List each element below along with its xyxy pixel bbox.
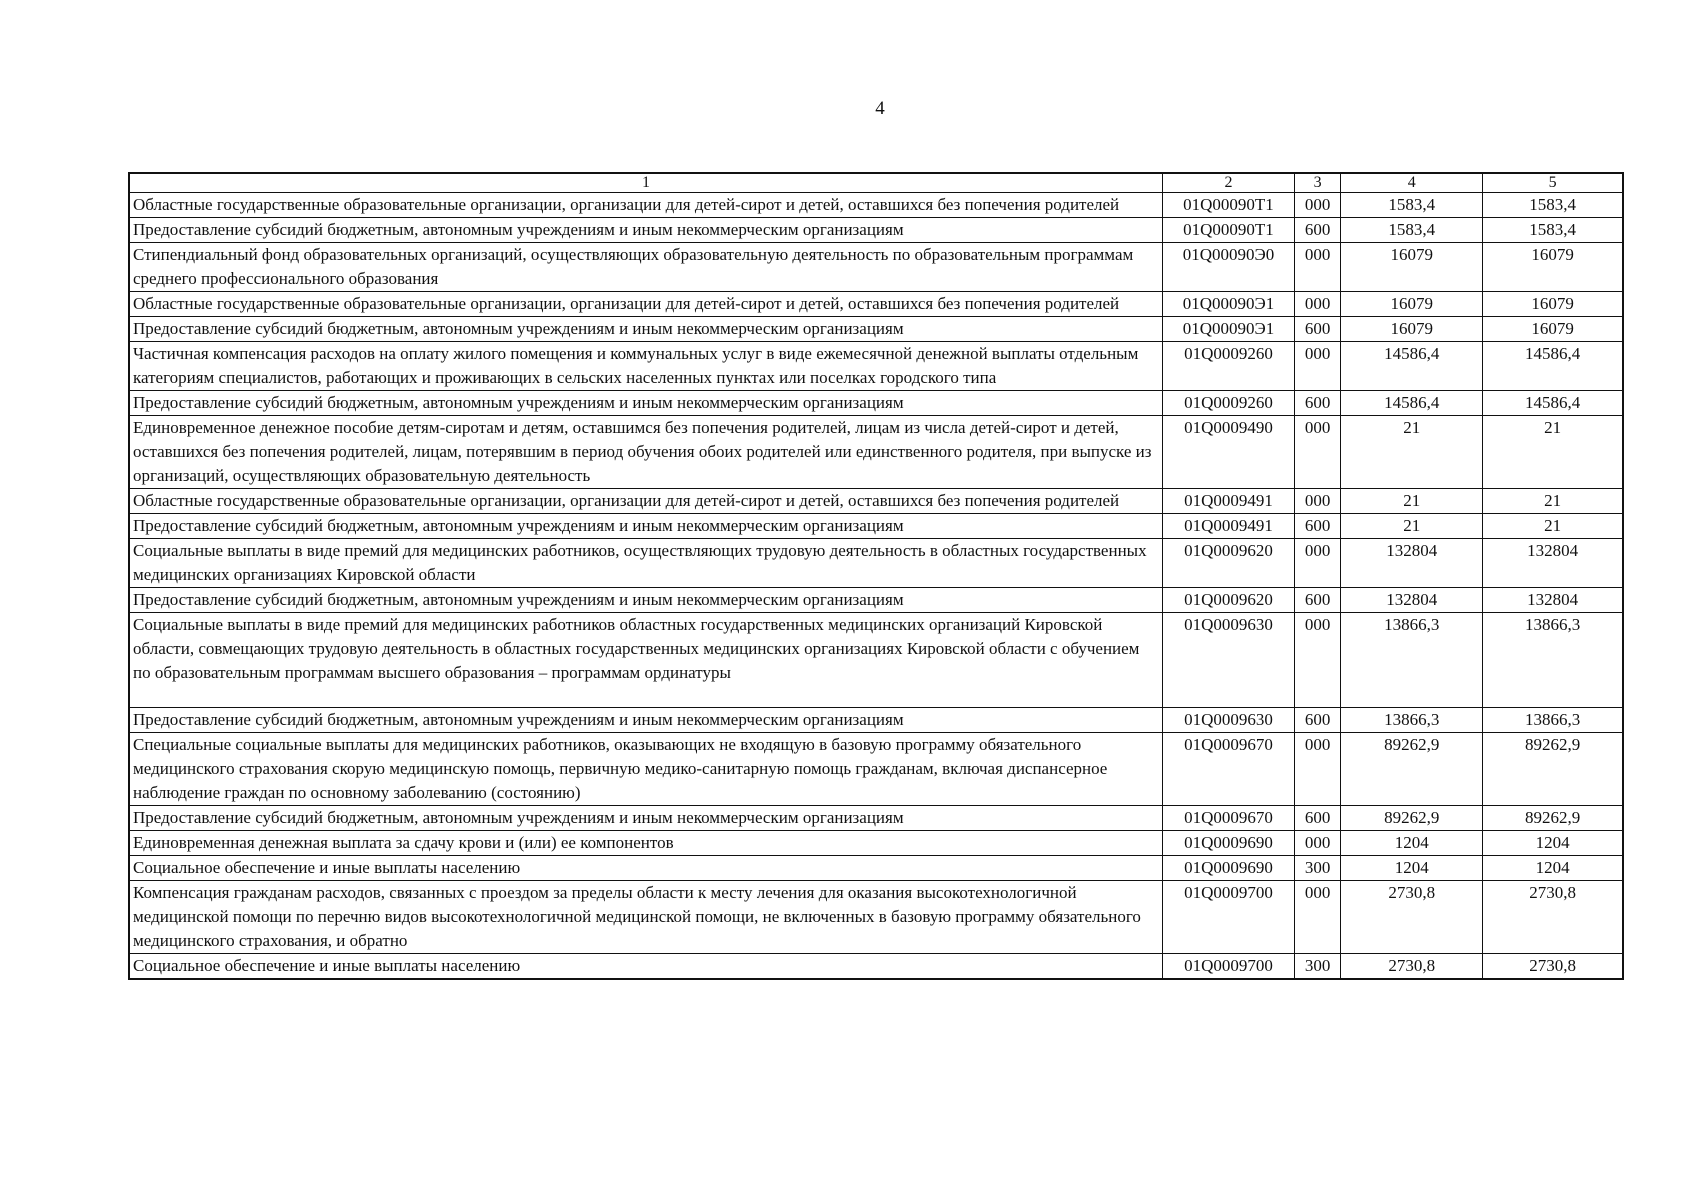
row-value-4: 16079 xyxy=(1341,317,1483,342)
row-kind: 000 xyxy=(1295,342,1341,391)
row-value-4: 21 xyxy=(1341,514,1483,539)
row-code: 01Q0009491 xyxy=(1162,514,1294,539)
row-kind: 000 xyxy=(1295,193,1341,218)
row-value-4: 1204 xyxy=(1341,856,1483,881)
row-name: Областные государственные образовательные организации, организации для детей-сирот и детей, оставшихся без попечения родителей xyxy=(129,193,1162,218)
row-value-4: 16079 xyxy=(1341,292,1483,317)
column-header-4: 4 xyxy=(1341,173,1483,193)
row-code: 01Q0009690 xyxy=(1162,856,1294,881)
row-value-5: 2730,8 xyxy=(1483,881,1623,954)
table-row xyxy=(129,514,1623,539)
row-value-5: 1583,4 xyxy=(1483,193,1623,218)
table-row xyxy=(129,416,1623,489)
table-row xyxy=(129,613,1623,708)
table-row xyxy=(129,193,1623,218)
table-row xyxy=(129,806,1623,831)
row-value-5: 16079 xyxy=(1483,243,1623,292)
row-name: Специальные социальные выплаты для медицинских работников, оказывающих не входящую в базовую программу обязательного медицинского страхования скорую медицинскую помощь, первичную медико-санитарную помощь гражданам, включая диспансерное наблюдение граждан по основному заболеванию (состоянию) xyxy=(129,733,1162,806)
row-name: Стипендиальный фонд образовательных организаций, осуществляющих образовательную деятельность по образовательным программам среднего профессионального образования xyxy=(129,243,1162,292)
row-value-5: 1583,4 xyxy=(1483,218,1623,243)
row-value-4: 132804 xyxy=(1341,539,1483,588)
row-code: 01Q0009490 xyxy=(1162,416,1294,489)
row-value-4: 89262,9 xyxy=(1341,806,1483,831)
row-kind: 000 xyxy=(1295,831,1341,856)
row-name: Предоставление субсидий бюджетным, автономным учреждениям и иным некоммерческим организациям xyxy=(129,317,1162,342)
row-code: 01Q0009620 xyxy=(1162,539,1294,588)
column-header-1: 1 xyxy=(129,173,1162,193)
row-kind: 000 xyxy=(1295,539,1341,588)
row-kind: 600 xyxy=(1295,317,1341,342)
row-kind: 600 xyxy=(1295,588,1341,613)
table-row xyxy=(129,708,1623,733)
page-number: 4 xyxy=(875,98,885,119)
row-name: Предоставление субсидий бюджетным, автономным учреждениям и иным некоммерческим организациям xyxy=(129,218,1162,243)
row-kind: 600 xyxy=(1295,391,1341,416)
row-kind: 000 xyxy=(1295,733,1341,806)
row-value-5: 1204 xyxy=(1483,856,1623,881)
table-row xyxy=(129,218,1623,243)
row-name: Предоставление субсидий бюджетным, автономным учреждениям и иным некоммерческим организациям xyxy=(129,391,1162,416)
table-row xyxy=(129,588,1623,613)
row-code: 01Q0009620 xyxy=(1162,588,1294,613)
row-value-4: 14586,4 xyxy=(1341,342,1483,391)
row-value-4: 21 xyxy=(1341,489,1483,514)
row-kind: 000 xyxy=(1295,613,1341,708)
row-value-4: 13866,3 xyxy=(1341,708,1483,733)
table-row xyxy=(129,243,1623,292)
row-value-5: 13866,3 xyxy=(1483,613,1623,708)
row-name: Предоставление субсидий бюджетным, автономным учреждениям и иным некоммерческим организациям xyxy=(129,806,1162,831)
row-value-5: 132804 xyxy=(1483,588,1623,613)
row-kind: 600 xyxy=(1295,708,1341,733)
table-row xyxy=(129,856,1623,881)
row-code: 01Q0009690 xyxy=(1162,831,1294,856)
row-kind: 600 xyxy=(1295,514,1341,539)
row-name: Предоставление субсидий бюджетным, автономным учреждениям и иным некоммерческим организациям xyxy=(129,514,1162,539)
row-kind: 000 xyxy=(1295,881,1341,954)
row-code: 01Q0009670 xyxy=(1162,806,1294,831)
row-value-4: 1204 xyxy=(1341,831,1483,856)
row-kind: 300 xyxy=(1295,954,1341,980)
table-row xyxy=(129,342,1623,391)
budget-table xyxy=(128,172,1624,980)
table-row xyxy=(129,292,1623,317)
row-value-4: 89262,9 xyxy=(1341,733,1483,806)
row-value-5: 14586,4 xyxy=(1483,342,1623,391)
row-code: 01Q0009260 xyxy=(1162,391,1294,416)
table-header-row xyxy=(129,173,1623,193)
row-name: Единовременная денежная выплата за сдачу крови и (или) ее компонентов xyxy=(129,831,1162,856)
column-header-2: 2 xyxy=(1162,173,1294,193)
row-code: 01Q00090Э0 xyxy=(1162,243,1294,292)
row-value-4: 1583,4 xyxy=(1341,193,1483,218)
row-code: 01Q00090Э1 xyxy=(1162,317,1294,342)
row-name: Предоставление субсидий бюджетным, автономным учреждениям и иным некоммерческим организациям xyxy=(129,708,1162,733)
row-value-5: 16079 xyxy=(1483,292,1623,317)
table-row xyxy=(129,831,1623,856)
row-code: 01Q0009260 xyxy=(1162,342,1294,391)
row-kind: 600 xyxy=(1295,806,1341,831)
row-code: 01Q0009630 xyxy=(1162,708,1294,733)
row-value-5: 89262,9 xyxy=(1483,806,1623,831)
row-name: Областные государственные образовательные организации, организации для детей-сирот и детей, оставшихся без попечения родителей xyxy=(129,292,1162,317)
row-value-4: 13866,3 xyxy=(1341,613,1483,708)
row-code: 01Q0009630 xyxy=(1162,613,1294,708)
row-name: Социальное обеспечение и иные выплаты населению xyxy=(129,954,1162,980)
row-value-4: 16079 xyxy=(1341,243,1483,292)
column-header-5: 5 xyxy=(1483,173,1623,193)
column-header-3: 3 xyxy=(1295,173,1341,193)
row-name: Компенсация гражданам расходов, связанных с проездом за пределы области к месту лечения для оказания высокотехнологичной медицинской помощи по перечню видов высокотехнологичной медицинской помощи, не включенных в базовую программу обязательного медицинского страхования, и обратно xyxy=(129,881,1162,954)
row-code: 01Q0009491 xyxy=(1162,489,1294,514)
row-kind: 600 xyxy=(1295,218,1341,243)
row-code: 01Q00090T1 xyxy=(1162,193,1294,218)
row-kind: 000 xyxy=(1295,489,1341,514)
row-value-5: 132804 xyxy=(1483,539,1623,588)
row-kind: 000 xyxy=(1295,416,1341,489)
table-row xyxy=(129,489,1623,514)
row-name: Социальные выплаты в виде премий для медицинских работников областных государственных медицинских организаций Кировской области, совмещающих трудовую деятельность в областных государственных медицинских организациях Кировской области с обучением по образовательным программам высшего образования – программам ординатуры xyxy=(129,613,1162,708)
row-value-5: 16079 xyxy=(1483,317,1623,342)
row-value-4: 14586,4 xyxy=(1341,391,1483,416)
row-name: Единовременное денежное пособие детям-сиротам и детям, оставшимся без попечения родителей, лицам из числа детей-сирот и детей, оставшихся без попечения родителей, лицам, потерявшим в период обучения обоих родителей или единственного родителя, при выпуске из организаций, осуществляющих образовательную деятельность xyxy=(129,416,1162,489)
table-row xyxy=(129,733,1623,806)
row-name: Предоставление субсидий бюджетным, автономным учреждениям и иным некоммерческим организациям xyxy=(129,588,1162,613)
row-value-4: 1583,4 xyxy=(1341,218,1483,243)
row-value-4: 2730,8 xyxy=(1341,881,1483,954)
row-name: Социальные выплаты в виде премий для медицинских работников, осуществляющих трудовую деятельность в областных государственных медицинских организациях Кировской области xyxy=(129,539,1162,588)
table-row xyxy=(129,391,1623,416)
table-row xyxy=(129,881,1623,954)
row-code: 01Q0009670 xyxy=(1162,733,1294,806)
row-kind: 000 xyxy=(1295,243,1341,292)
row-value-5: 21 xyxy=(1483,514,1623,539)
row-value-4: 21 xyxy=(1341,416,1483,489)
table-row xyxy=(129,954,1623,980)
row-value-4: 132804 xyxy=(1341,588,1483,613)
row-code: 01Q00090Э1 xyxy=(1162,292,1294,317)
row-code: 01Q0009700 xyxy=(1162,954,1294,980)
table-row xyxy=(129,539,1623,588)
row-code: 01Q00090T1 xyxy=(1162,218,1294,243)
row-code: 01Q0009700 xyxy=(1162,881,1294,954)
row-value-5: 2730,8 xyxy=(1483,954,1623,980)
row-kind: 300 xyxy=(1295,856,1341,881)
row-name: Частичная компенсация расходов на оплату жилого помещения и коммунальных услуг в виде ежемесячной денежной выплаты отдельным категориям специалистов, работающих и проживающих в сельских населенных пунктах или поселках городского типа xyxy=(129,342,1162,391)
row-value-4: 2730,8 xyxy=(1341,954,1483,980)
row-name: Областные государственные образовательные организации, организации для детей-сирот и детей, оставшихся без попечения родителей xyxy=(129,489,1162,514)
row-value-5: 89262,9 xyxy=(1483,733,1623,806)
row-value-5: 14586,4 xyxy=(1483,391,1623,416)
row-name: Социальное обеспечение и иные выплаты населению xyxy=(129,856,1162,881)
row-value-5: 21 xyxy=(1483,416,1623,489)
row-value-5: 1204 xyxy=(1483,831,1623,856)
table-row xyxy=(129,317,1623,342)
row-value-5: 13866,3 xyxy=(1483,708,1623,733)
row-kind: 000 xyxy=(1295,292,1341,317)
row-value-5: 21 xyxy=(1483,489,1623,514)
